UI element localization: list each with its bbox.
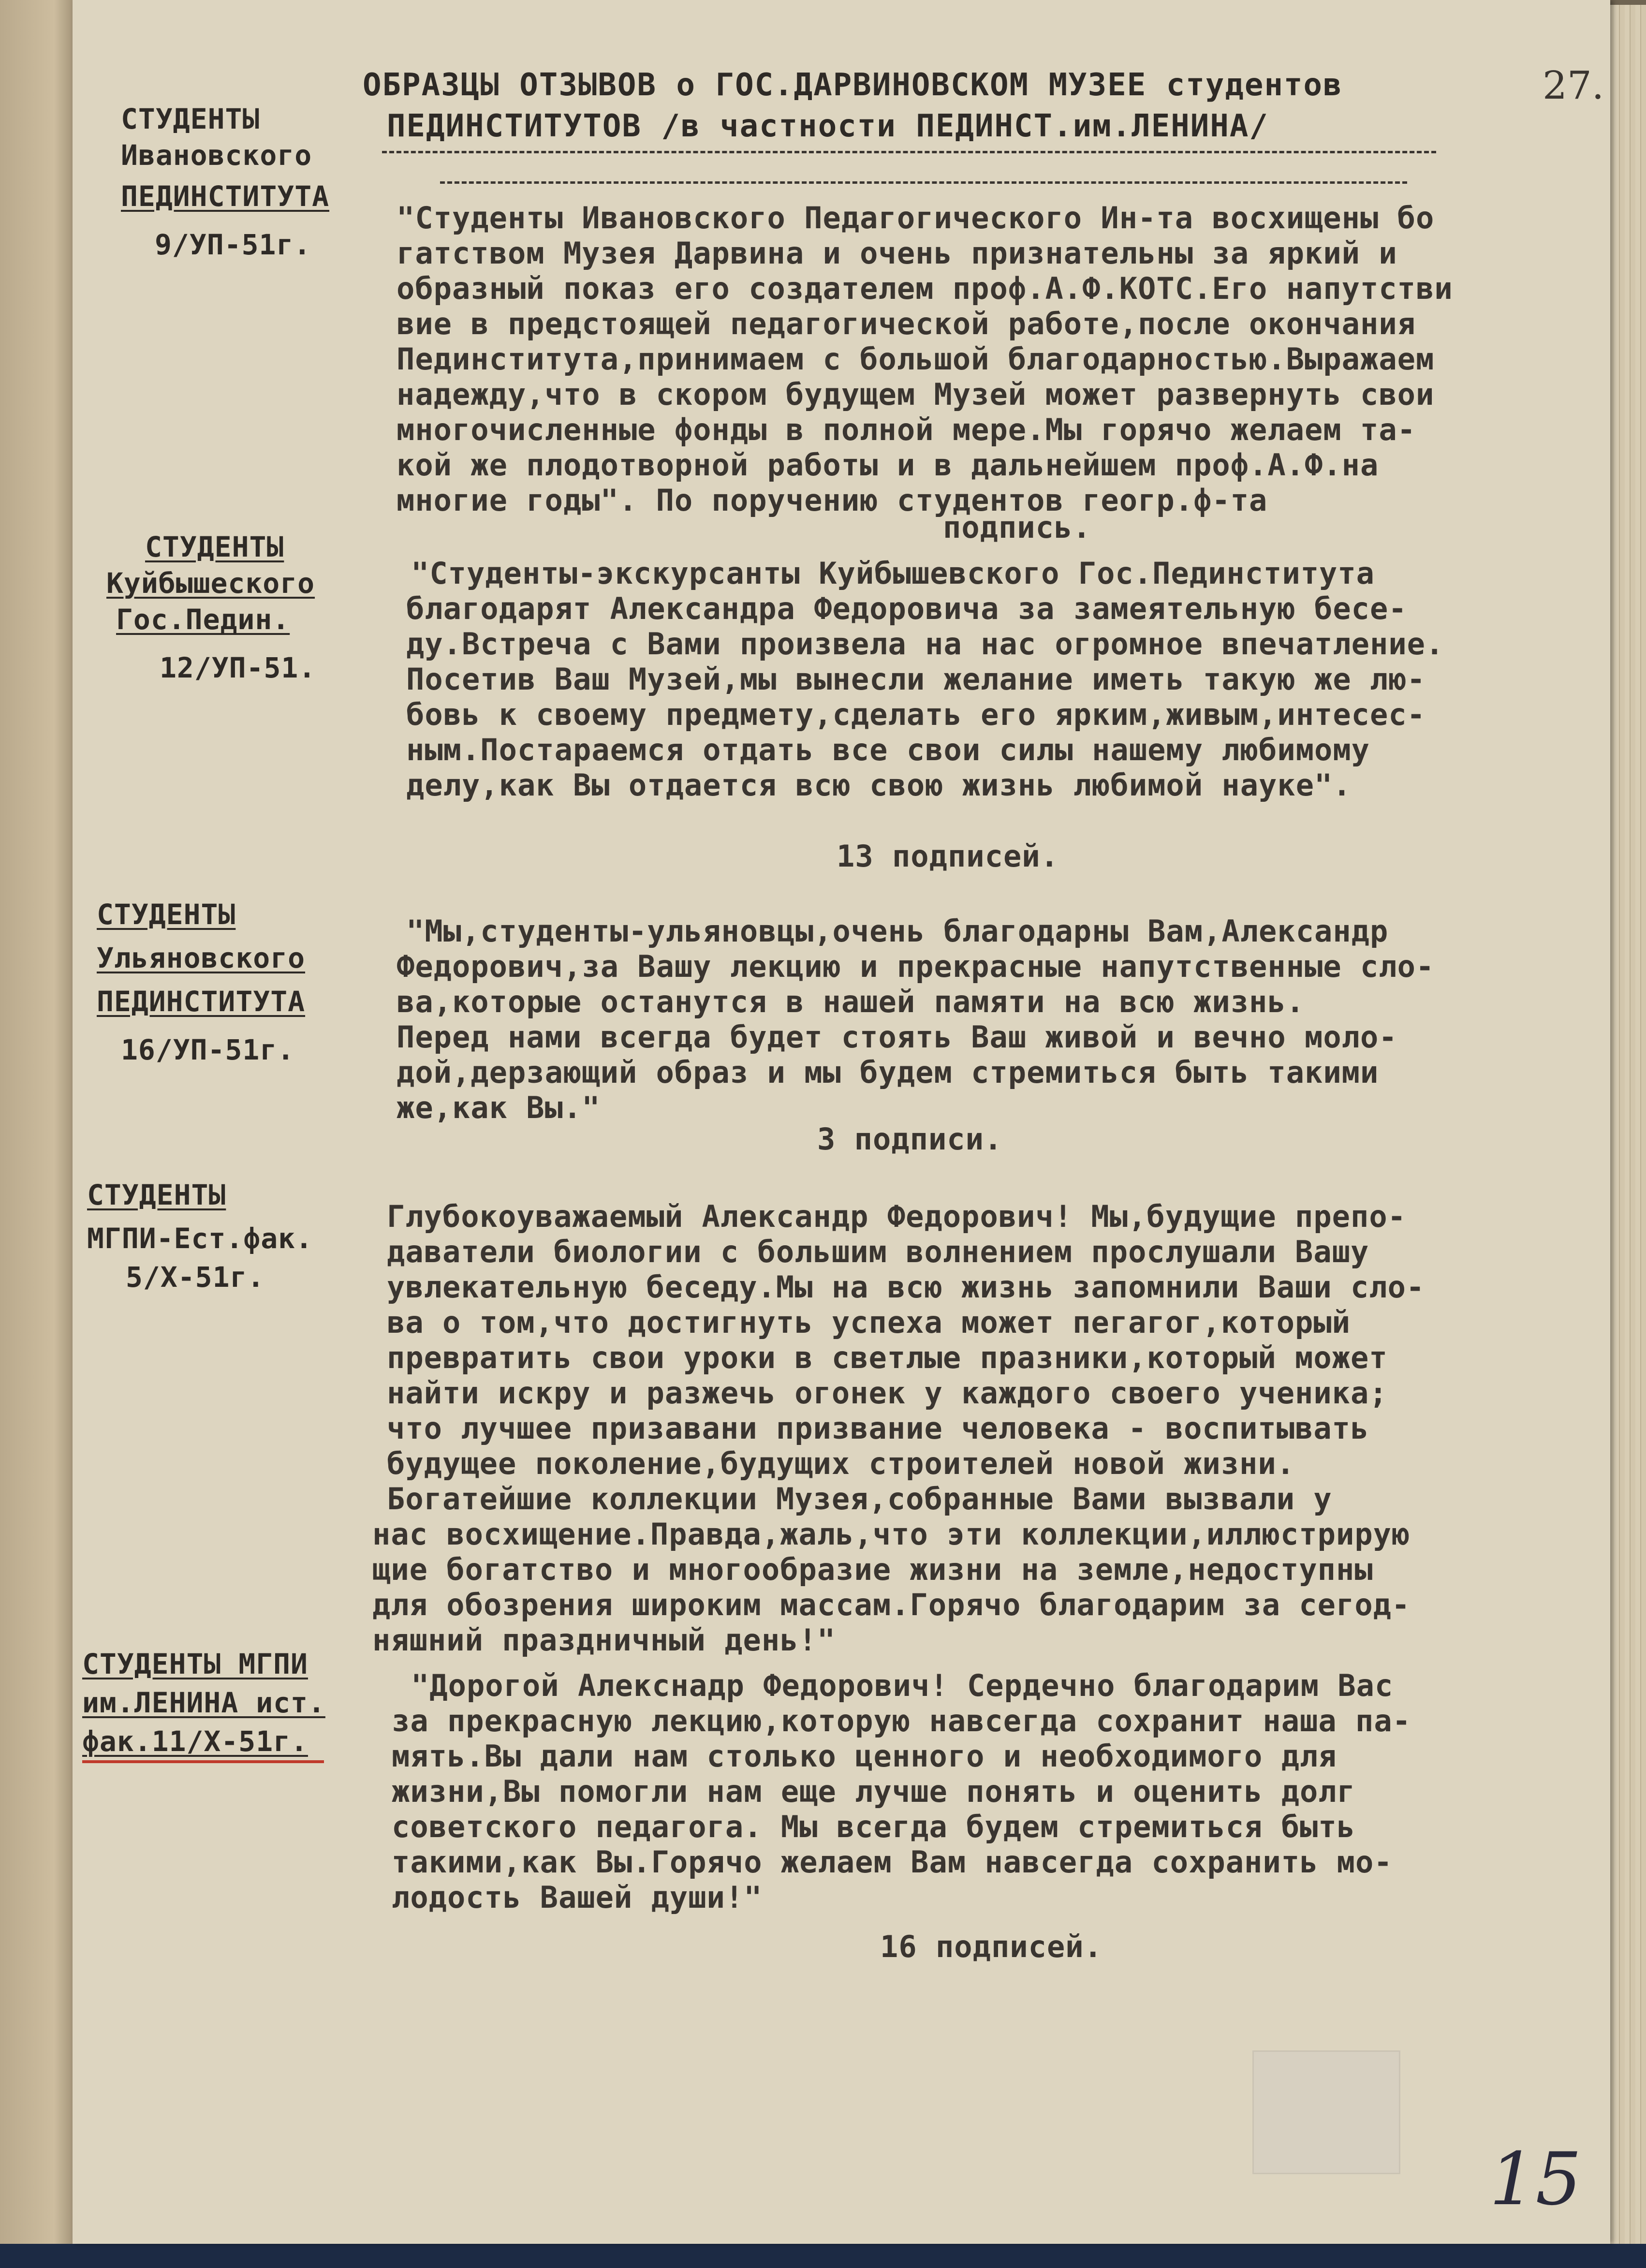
entry-5-text-line: "Дорогой Алекснадр Федорович! Сердечно благодарим Вас [411,1668,1394,1703]
entry-4-text-line: будущее поколение,будущих строителей новой жизни. [387,1446,1295,1481]
entry-3-text-line: же,как Вы." [397,1090,601,1125]
entry-4-text-line: нас восхищение.Правда,жаль,что эти коллекции,иллюстрирую [372,1517,1411,1552]
entry-5-text-line: мять.Вы дали нам столько ценного и необходимого для [392,1738,1337,1774]
entry-1-text-line: Пединститута,принимаем с большой благодарностью.Выражаем [397,341,1435,377]
entry-2-label-line-1: СТУДЕНТЫ [145,530,284,563]
red-pencil-underline [82,1760,324,1763]
entry-3-text-line: Федорович,за Вашу лекцию и прекрасные напутственные сло- [397,949,1435,984]
entry-5-text-line: лодость Вашей души!" [392,1880,763,1915]
archive-stamp [1252,2050,1400,2174]
header-line-1: ОБРАЗЦЫ ОТЗЫВОВ о ГОС.ДАРВИНОВСКОМ МУЗЕЕ студентов [363,67,1343,103]
entry-1-text-line: многочисленные фонды в полной мере.Мы горячо желаем та- [397,412,1416,447]
entry-3-date: 16/УП-51г. [121,1033,295,1066]
entry-3-label-line-3: ПЕДИНСТИТУТА [97,985,306,1018]
entry-2-signature: 13 подписей. [837,839,1059,874]
entry-3-text-line: дой,дерзающий образ и мы будем стремиться быть такими [397,1055,1379,1090]
entry-5-label-line-2: им.ЛЕНИНА ист. [82,1686,325,1719]
entry-1-text-line: гатством Музея Дарвина и очень признательны за яркий и [397,236,1397,271]
entry-2-text-line: бовь к своему предмету,сделать его ярким,живым,интесес- [406,697,1426,732]
entry-5-text-line: за прекрасную лекцию,которую навсегда сохранит наша па- [392,1703,1411,1738]
entry-3-text-line: "Мы,студенты-ульяновцы,очень благодарны Вам,Александр [406,913,1389,949]
entry-3-label-line-1: СТУДЕНТЫ [97,898,236,931]
entry-1-text-line: вие в предстоящей педагогической работе,после окончания [397,306,1416,341]
entry-3-label-line-2: Ульяновского [97,942,306,974]
entry-5-text-line: советского педагога. Мы всегда будем стремиться быть [392,1809,1356,1844]
entry-4-text-line: ва о том,что достигнуть успеха может пегагог,который [387,1305,1351,1340]
entry-3-text-line: ва,которые останутся в нашей памяти на всю жизнь. [397,984,1305,1019]
entry-1-label-line-1: СТУДЕНТЫ [121,103,260,135]
entry-2-text-line: благодарят Александра Федоровича за замеятельную бесе- [406,591,1407,626]
entry-4-text-line: превратить свои уроки в светлые празники,который может [387,1340,1388,1375]
entry-4-text-line: Глубокоуважаемый Александр Федорович! Мы,будущие препо- [387,1199,1406,1234]
entry-4-text-line: Богатейшие коллекции Музея,собранные Вами вызвали у [387,1481,1332,1517]
entry-4-text-line: щие богатство и многообразие жизни на земле,недоступны [372,1552,1373,1587]
entry-1-label-line-3: ПЕДИНСТИТУТА [121,180,330,213]
entry-4-text-line: увлекательную беседу.Мы на всю жизнь запомнили Ваши сло- [387,1269,1425,1305]
entry-1-label-line-2: Ивановского [121,139,312,172]
entry-2-label-line-3: Гос.Педин. [116,603,290,636]
entry-5-label-line-3: фак.11/Х-51г. [82,1725,308,1758]
entry-4-date: 5/Х-51г. [126,1261,265,1294]
entry-3-text-line: Перед нами всегда будет стоять Ваш живой и вечно моло- [397,1019,1397,1055]
entry-1-date: 9/УП-51г. [155,228,311,261]
entry-2-text-line: делу,как Вы отдается всю свою жизнь любимой науке". [406,767,1352,803]
entry-2-label-line-2: Куйбышеского [106,567,315,600]
folio-number: 15 [1489,2137,1582,2222]
entry-4-text-line: что лучшее призавани призвание человека - воспитывать [387,1411,1369,1446]
header-rule [382,151,1436,153]
entry-1-text-line: многие годы". По поручению студентов геогр.ф-та [397,483,1268,518]
entry-3-signature: 3 подписи. [817,1121,1003,1157]
entry-2-date: 12/УП-51. [160,651,316,684]
entry-1-signature: подпись. [943,510,1091,545]
page-number: 27. [1543,63,1604,108]
entry-2-text-line: "Студенты-экскурсанты Куйбышевского Гос.Пединститута [411,556,1375,591]
scan-background-strip [0,2244,1646,2268]
entry-1-text-line: "Студенты Ивановского Педагогического Ин-та восхищены бо [397,200,1435,236]
folder-cover-edge [0,0,77,2268]
entry-5-text-line: жизни,Вы помогли нам еще лучше понять и оценить долг [392,1774,1356,1809]
entry-1-text-line: образный показ его создателем проф.А.Ф.КОТС.Его напутстви [397,271,1453,306]
document-page [73,0,1610,2244]
entry-4-label-line-1: СТУДЕНТЫ [87,1178,226,1211]
entry-5-label-line-1: СТУДЕНТЫ МГПИ [82,1648,308,1680]
entry-4-text-line: для обозрения широким массам.Горячо благодарим за сегод- [372,1587,1411,1622]
entry-5-signature: 16 подписей. [880,1929,1102,1964]
entry-5-text-line: такими,как Вы.Горячо желаем Вам навсегда сохранить мо- [392,1844,1393,1880]
entry-4-text-line: даватели биологии с большим волнением прослушали Вашу [387,1234,1369,1269]
entry-4-text-line: няшний праздничный день!" [372,1622,836,1658]
entry-2-text-line: ду.Встреча с Вами произвела на нас огромное впечатление. [406,626,1444,662]
entry-4-text-line: найти искру и разжечь огонек у каждого своего ученика; [387,1375,1388,1411]
entry-1-text-line: надежду,что в скором будущем Музей может развернуть свои [397,377,1435,412]
entry-1-text-line: кой же плодотворной работы и в дальнейшем проф.А.Ф.на [397,447,1379,483]
entry-4-label-line-2: МГПИ-Ест.фак. [87,1222,313,1255]
header-rule-2 [440,181,1407,184]
header-line-2: ПЕДИНСТИТУТОВ /в частности ПЕДИНСТ.им.ЛЕНИНА/ [387,108,1269,144]
entry-2-text-line: ным.Постараемся отдать все свои силы нашему любимому [406,732,1370,767]
entry-2-text-line: Посетив Ваш Музей,мы вынесли желание иметь такую же лю- [406,662,1426,697]
